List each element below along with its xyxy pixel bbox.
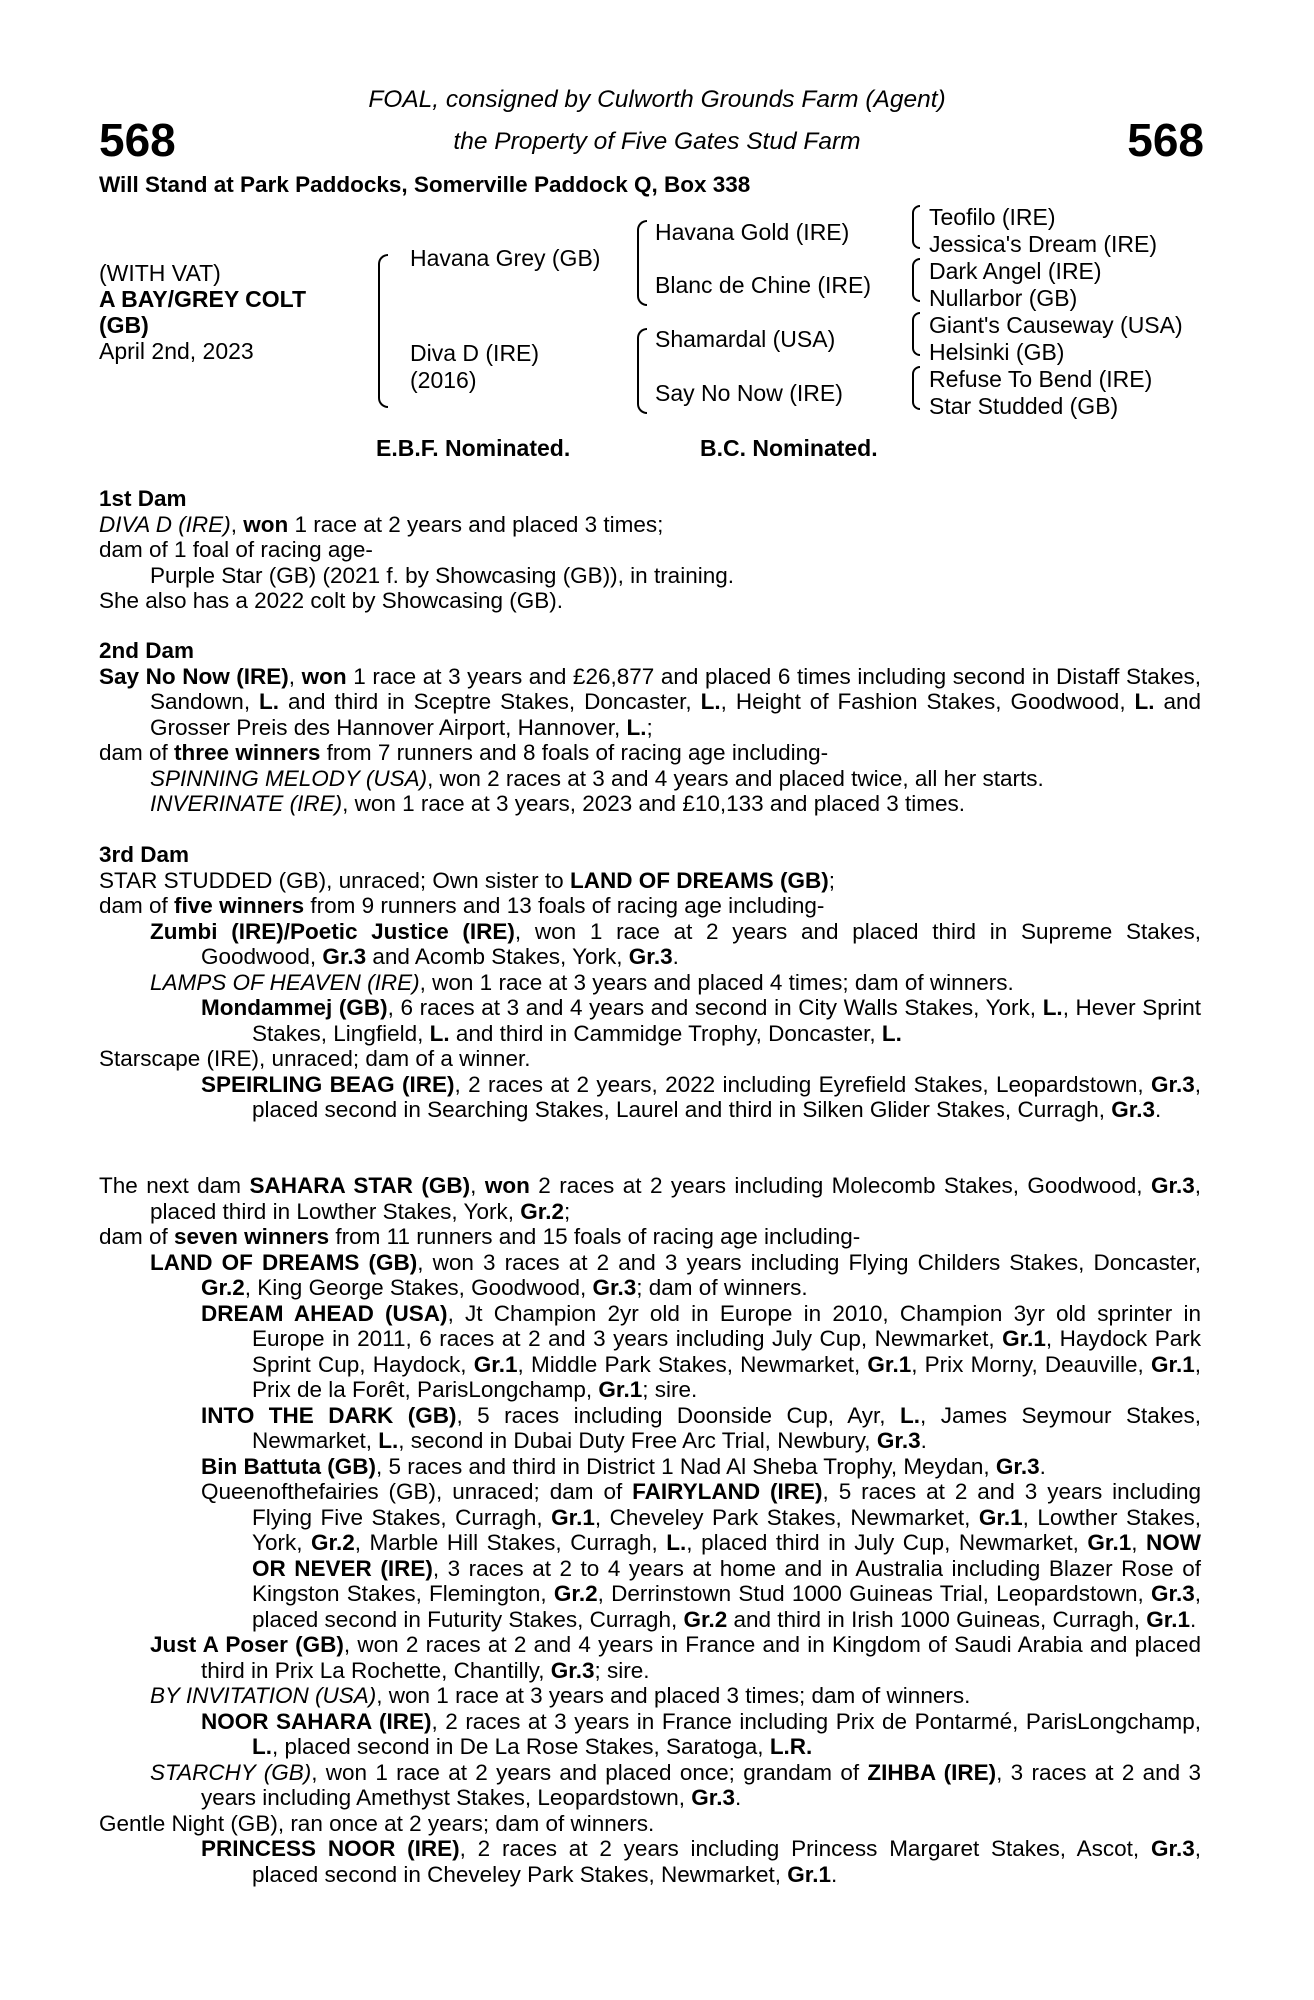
first-dam-offspring: Purple Star (GB) (2021 f. by Showcasing (GB)), in training. [150,562,734,588]
text: ; [564,1198,571,1224]
third-dam-heading: 3rd Dam [99,842,190,867]
first-dam-foals: dam of 1 foal of racing age- [99,537,373,562]
grade-label: Gr.3 [1150,1173,1195,1198]
text: , King George Stakes, Goodwood, [244,1275,593,1300]
consignment-line-1: FOAL, consigned by Culworth Grounds Farm (Agent) [368,86,946,113]
listed-label: L. [252,1734,272,1759]
won-label: won [484,1173,530,1198]
grade-label: Gr.3 [995,1453,1040,1479]
text: , Prix Morny, Deauville, [911,1351,1151,1377]
text: . [1155,1097,1162,1122]
text: dam of [99,893,175,918]
text: , placed second in De La Rose Stakes, Saratoga, [272,1734,770,1759]
text: , 2 races at 2 years including Princess Margaret Stakes, Ascot, [459,1836,1151,1861]
text: STAR STUDDED (GB), unraced; Own sister to [99,867,570,893]
text: , 2 races at 2 years, 2022 including Eyrefield Stakes, Leopardstown, [454,1071,1151,1097]
text: , Height of Fashion Stakes, Goodwood, [720,689,1135,714]
grade-label: Gr.3 [592,1275,637,1300]
grade-label: Gr.2 [520,1198,564,1224]
grade-label: Gr.1 [978,1504,1023,1530]
grade-label: Gr.1 [1087,1530,1132,1555]
horse-description: A BAY/GREY COLT [99,286,307,312]
text: , 5 races including Doonside Cup, Ayr, [456,1402,901,1428]
vat-note: (WITH VAT) [99,260,221,286]
listed-label: L.R. [769,1734,813,1759]
pedigree-brace-dam [637,328,647,414]
grandsire-5: Giant's Causeway (USA) [929,312,1183,338]
offspring-name: BY INVITATION (USA) [150,1683,377,1708]
winners-count: five winners [174,893,305,918]
offspring-name: Bin Battuta (GB) [201,1453,376,1479]
won-label: won [301,663,347,689]
first-dam-record: 1 race at 2 years and placed 3 times; [288,511,664,537]
listed-label: L. [1042,995,1063,1020]
winners-count: seven winners [174,1224,330,1249]
text: , 2 races at 3 years in France including Prix de Pontarmé, ParisLongchamp, [431,1708,1201,1734]
offspring-name: SPEIRLING BEAG (IRE) [201,1071,455,1097]
grandsire-6: Helsinki (GB) [929,339,1065,365]
offspring-name: SPINNING MELODY (USA) [150,765,428,791]
third-dam-section [99,842,1201,1123]
consignment-line-2: the Property of Five Gates Stud Farm [453,128,861,155]
offspring-name: LAND OF DREAMS (GB) [150,1249,418,1275]
grandsire-3: Dark Angel (IRE) [929,258,1102,284]
offspring-name: Just A Poser (GB) [150,1632,344,1657]
offspring-name: STARCHY (GB) [150,1759,312,1785]
text: , placed second in Cheveley Park Stakes, Newmarket, [252,1836,1201,1887]
text: , placed third in July Cup, Newmarket, [686,1530,1088,1555]
grandsire-2: Jessica's Dream (IRE) [929,231,1158,257]
text: , placed third in Lowther Stakes, York, [150,1173,1202,1224]
text: , Cheveley Park Stakes, Newmarket, [594,1504,979,1530]
text: ; dam of winners. [636,1275,808,1300]
text: . [1190,1606,1197,1632]
second-dam-heading: 2nd Dam [99,638,195,663]
text: dam of [99,1224,175,1249]
offspring-name: INVERINATE (IRE) [150,791,343,816]
text: . [920,1428,927,1453]
text: ; [828,867,835,893]
text: and third in Cammidge Trophy, Doncaster, [449,1020,882,1046]
lot-number-right: 568 [1127,114,1204,166]
listed-label: L. [259,689,280,714]
dam-dam: Say No Now (IRE) [655,380,843,406]
pedigree-brace-g2 [912,258,920,302]
dam-sire: Shamardal (USA) [655,326,836,352]
text: ; sire. [594,1657,650,1683]
text: , won 3 races at 2 and 3 years including Flying Childers Stakes, Doncaster, [417,1249,1201,1275]
text: ; sire. [642,1377,698,1402]
pedigree-brace-sire [637,220,647,306]
text: . [1039,1453,1046,1479]
grade-label: Gr.1 [598,1377,643,1402]
offspring-name: Zumbi (IRE)/Poetic Justice (IRE) [150,918,515,944]
grade-label: Gr.3 [322,944,367,969]
grade-label: Gr.1 [1150,1351,1195,1377]
offspring-name: ZIHBA (IRE) [867,1759,997,1785]
listed-label: L. [881,1020,902,1046]
text: , 5 races at 2 and 3 years including Flying Five Stakes, Curragh, [252,1479,1201,1530]
text: and third in Irish 1000 Guineas, Curragh, [727,1606,1147,1632]
text: , Prix de la Forêt, ParisLongchamp, [252,1351,1201,1402]
listed-label: L. [626,714,647,740]
text: . [672,944,679,969]
dam-name: Diva D (IRE) [410,340,540,366]
second-dam-name: Say No Now (IRE) [99,663,289,689]
text: . [831,1861,838,1887]
text: , won 1 race at 3 years, 2023 and £10,133 and placed 3 times. [342,791,966,816]
grade-label: Gr.1 [1146,1606,1191,1632]
grade-label: Gr.1 [867,1351,912,1377]
listed-label: L. [429,1020,450,1046]
text: and Grosser Preis des Hannover Airport, Hannover, [150,689,1202,740]
listed-label: L. [900,1402,921,1428]
grade-label: Gr.3 [876,1428,921,1453]
second-dam-section: 2nd Dam Say No Now (IRE), won 1 race at 3 years and £26,877 and placed 6 times including second in Distaff Stakes, Sandown, L. and third in Sceptre Stakes, Doncaster, L., Height of Fashion Stakes, Goodwood, L. and Grosser Preis des Hannover Airport, Hannover, L.; dam of three winners from 7 runners and 8 foals of racing age including- SPINNING MELODY (USA), won 2 races at 3 and 4 years and placed twice, all her starts. INVERINATE (IRE), won 1 race at 3 years, 2023 and £10,133 and placed 3 times. [99,638,1202,816]
text: , Hever Sprint Stakes, Lingfield, [252,995,1201,1046]
text: from 7 runners and 8 foals of racing age including- [320,740,829,765]
first-dam-heading: 1st Dam [99,486,187,511]
text: ; [646,714,653,740]
next-dam-section: The next dam SAHARA STAR (GB), won 2 races at 2 years including Molecomb Stakes, Goodwood, Gr.3, placed third in Lowther Stakes, York, Gr.2; dam of seven winners from 11 runners and 15 foals of racing age including- LAND OF DREAMS (GB), won 3 races at 2 and 3 years including Flying Childers Stakes, Doncaster, Gr.2, King George Stakes, Goodwood, Gr.3; dam of winners. DREAM AHEAD (USA), Jt Champion 2yr old in Europe in 2010, Champion 3yr old sprinter in Europe in 2011, 6 races at 2 and 3 years including July Cup, Newmarket, Gr.1, Haydock Park Sprint Cup, Haydock, Gr.1, Middle Park Stakes, Newmarket, Gr.1, Prix Morny, Deauville, Gr.1, Prix de la Forêt, ParisLongchamp, Gr.1; sire. INTO THE DARK (GB), 5 races including Doonside Cup, Ayr, L., James Seymour Stakes, Newmarket, L., second in Dubai Duty Free Arc Trial, Newbury, Gr.3. Bin Battuta (GB), 5 races and third in District 1 Nad Al Sheba Trophy, Meydan, Gr.3. Queenofthefairies (GB), unraced; dam of FAIRYLAND (IRE), 5 races at 2 and 3 years including Flying Five Stakes, Curragh, Gr.1, Cheveley Park Stakes, Newmarket, Gr.1, Lowther Stakes, York, Gr.2, Marble Hill Stakes, Curragh, L., placed third in July Cup, Newmarket, Gr.1, NOW OR NEVER (IRE), 3 races at 2 to 4 years at home and in Australia including Blazer Rose of Kingston Stakes, Flemington, Gr.2, Derrinstown Stud 1000 Guineas Trial, Leopardstown, Gr.3, placed second in Futurity Stakes, Curragh, Gr.2 and third in Irish 1000 Guineas, Curragh, Gr.1. Just A Poser (GB), won 2 races at 2 and 4 years in France and in Kingdom of Saudi Arabia and placed third in Prix La Rochette, Chantilly, Gr.3; sire. BY INVITATION (USA), won 1 race at 3 years and placed 3 times; dam of winners. NOOR SAHARA (IRE), 2 races at 3 years in France including Prix de Pontarmé, ParisLongchamp, L., placed second in De La Rose Stakes, Saratoga, L.R. STARCHY (GB), won 1 race at 2 years and placed once; grandam of ZIHBA (IRE), 3 races at 2 and 3 years including Amethyst Stakes, Leopardstown, Gr.3. Gentle Night (GB), ran once at 2 years; dam of winners. PRINCESS NOOR (IRE), 2 races at 2 years including Princess Margaret Stakes, Ascot, Gr.3, placed second in Cheveley Park Stakes, Newmarket, Gr.1. [99,1173,1202,1887]
text: , James Seymour Stakes, Newmarket, [252,1402,1201,1453]
grade-label: Gr.1 [551,1504,595,1530]
grade-label: Gr.1 [1002,1326,1046,1351]
sire-name: Havana Grey (GB) [410,245,601,271]
offspring-name: NOW OR NEVER (IRE) [252,1530,1201,1581]
offspring-name: Mondammej (GB) [201,995,388,1020]
text: , Middle Park Stakes, Newmarket, [517,1351,868,1377]
grade-label: Gr.1 [787,1861,832,1887]
foaling-date: April 2nd, 2023 [99,338,254,364]
text: , Marble Hill Stakes, Curragh, [354,1530,667,1555]
grade-label: Gr.2 [310,1530,355,1555]
first-dam-name: DIVA D (IRE) [99,511,231,537]
listed-label: L. [1134,689,1155,714]
text: dam of [99,740,175,765]
grade-label: Gr.3 [628,944,673,969]
listed-label: L. [700,689,721,714]
offspring-line: Starscape (IRE), unraced; dam of a winner. [99,1046,531,1071]
lot-number-left: 568 [99,114,176,166]
text: , [1131,1530,1146,1555]
offspring-name: DREAM AHEAD (USA) [201,1300,448,1326]
text: , won 2 races at 3 and 4 years and placed twice, all her starts. [427,765,1044,791]
grade-label: Gr.1 [473,1351,518,1377]
pedigree-brace-main [378,254,388,408]
grade-label: Gr.3 [1150,1071,1195,1097]
text: , 3 races at 2 to 4 years at home and in Australia including Blazer Rose of Kingston Stakes, Flemington, [252,1555,1201,1606]
first-dam-note: She also has a 2022 colt by Showcasing (GB). [99,588,564,613]
sister-name: LAND OF DREAMS (GB) [569,867,829,893]
grade-label: Gr.3 [691,1785,736,1810]
text: , won 1 race at 3 years and placed 4 times; dam of winners. [419,969,1014,995]
text: , placed second in Futurity Stakes, Curragh, [252,1581,1201,1632]
grandsire-1: Teofilo (IRE) [929,204,1056,230]
offspring-line: Gentle Night (GB), ran once at 2 years; dam of winners. [99,1810,655,1836]
text: , Haydock Park Sprint Cup, Haydock, [252,1326,1201,1377]
grade-label: Gr.2 [201,1275,245,1300]
grade-label: Gr.3 [1150,1581,1195,1606]
text: , won 2 races at 2 and 4 years in France and in Kingdom of Saudi Arabia and placed third in Prix La Rochette, Chantilly, [201,1632,1201,1683]
text: , placed second in Searching Stakes, Laurel and third in Silken Glider Stakes, Curragh, [252,1071,1201,1122]
text: and third in Sceptre Stakes, Doncaster, [279,689,701,714]
offspring-name: INTO THE DARK (GB) [201,1402,457,1428]
grade-label: Gr.3 [1111,1097,1156,1122]
text: The next dam [99,1173,250,1198]
text: , second in Dubai Duty Free Arc Trial, Newbury, [398,1428,877,1453]
stand-location: Will Stand at Park Paddocks, Somerville Paddock Q, Box 338 [99,172,751,197]
offspring-name: FAIRYLAND (IRE) [632,1479,823,1504]
first-dam-section: 1st Dam DIVA D (IRE), won 1 race at 2 years and placed 3 times; dam of 1 foal of racing age- Purple Star (GB) (2021 f. by Showcasing (GB)), in training. She also has a 2022 colt by Showcasing (GB). [99,486,1201,614]
text: , Jt Champion 2yr old in Europe in 2010, Champion 3yr old sprinter in Europe in 2011, 6 races at 2 and 3 years including July Cup, Newmarket, [252,1300,1201,1351]
offspring-name: NOOR SAHARA (IRE) [201,1708,432,1734]
winners-count: three winners [174,740,321,765]
grade-label: Gr.3 [550,1657,595,1683]
grandsire-4: Nullarbor (GB) [929,285,1078,311]
text: . [735,1785,742,1810]
sire-dam: Blanc de Chine (IRE) [655,272,872,298]
text: from 9 runners and 13 foals of racing age including- [304,893,825,918]
listed-label: L. [378,1428,399,1453]
grandsire-8: Star Studded (GB) [929,393,1119,419]
text: , Lowther Stakes, York, [252,1504,1201,1555]
grade-label: Gr.3 [1150,1836,1195,1861]
listed-label: L. [666,1530,687,1555]
text: 1 race at 3 years and £26,877 and placed 6 times including second in Distaff Stakes, Sandown, [150,663,1201,714]
grade-label: Gr.2 [683,1606,728,1632]
text: , won 1 race at 2 years and placed once; grandam of [311,1759,868,1785]
dam-year: (2016) [410,367,477,393]
text: , 3 races at 2 and 3 years including Amethyst Stakes, Leopardstown, [201,1759,1202,1810]
grandsire-7: Refuse To Bend (IRE) [929,366,1153,392]
text: , 6 races at 3 and 4 years and second in City Walls Stakes, York, [387,995,1043,1020]
text: Queenofthefairies (GB), unraced; dam of [201,1479,633,1504]
sire-sire: Havana Gold (IRE) [655,219,850,245]
pedigree-brace-g3 [912,312,920,356]
text: 2 races at 2 years including Molecomb Stakes, Goodwood, [529,1173,1151,1198]
text: , won 1 race at 2 years and placed third in Supreme Stakes, Goodwood, [201,918,1201,969]
text: and Acomb Stakes, York, [366,944,629,969]
grade-label: Gr.2 [553,1581,598,1606]
offspring-name: PRINCESS NOOR (IRE) [201,1836,460,1861]
next-dam-name: SAHARA STAR (GB) [249,1173,471,1198]
won-label: won [243,511,289,537]
text: from 11 runners and 15 foals of racing age including- [329,1224,861,1249]
text: , Derrinstown Stud 1000 Guineas Trial, Leopardstown, [597,1581,1151,1606]
ebf-nomination: E.B.F. Nominated. [376,435,571,461]
bc-nomination: B.C. Nominated. [700,435,878,461]
text: , 5 races and third in District 1 Nad Al Sheba Trophy, Meydan, [375,1453,996,1479]
offspring-name: LAMPS OF HEAVEN (IRE) [150,969,420,995]
pedigree-brace-g1 [912,205,920,249]
text: , won 1 race at 3 years and placed 3 times; dam of winners. [376,1683,971,1708]
pedigree-brace-g4 [912,366,920,410]
horse-description-country: (GB) [99,312,149,338]
